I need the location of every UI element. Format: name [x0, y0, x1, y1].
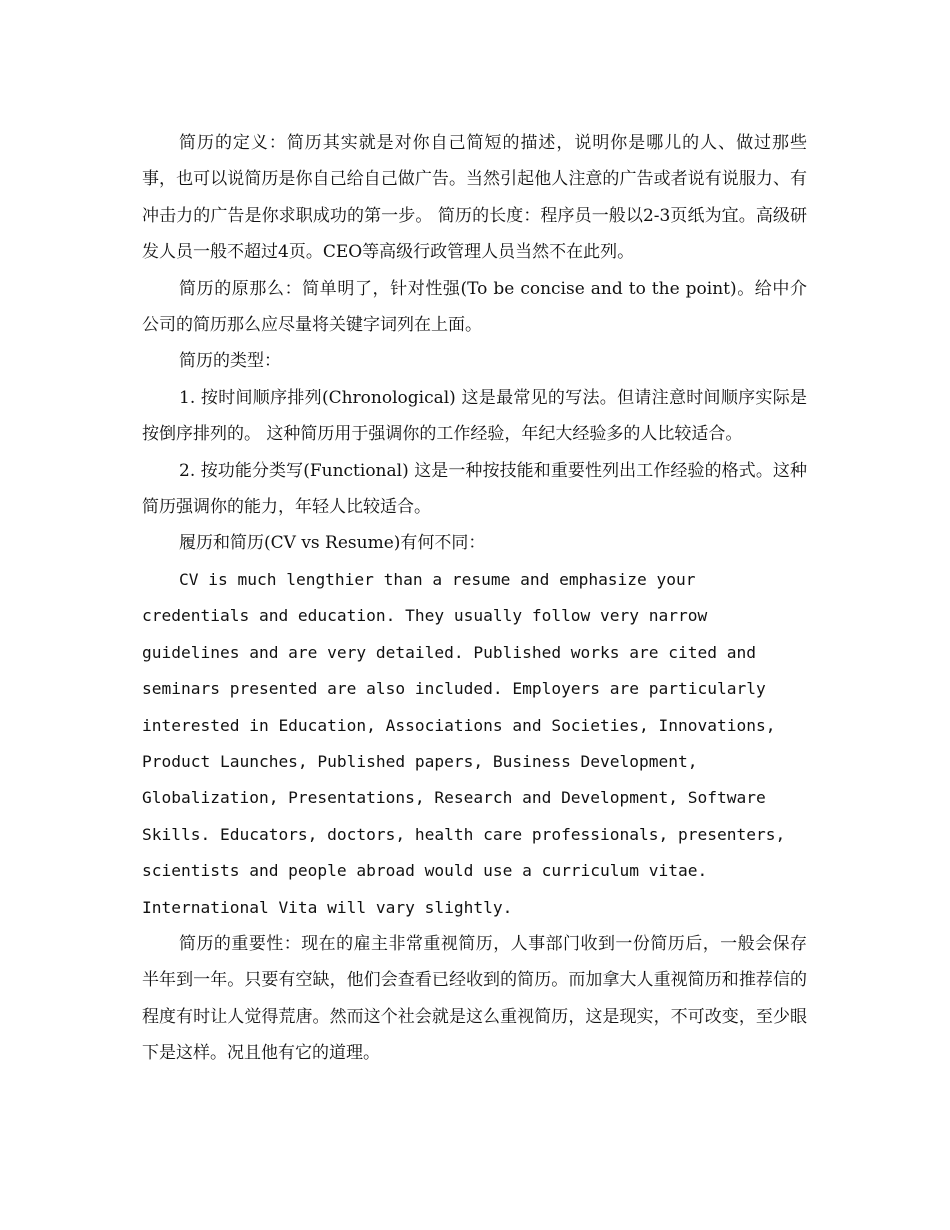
paragraph-definition: 简历的定义：简历其实就是对你自己简短的描述，说明你是哪儿的人、做过那些事，也可以说简历是你自己给自己做广告。当然引起他人注意的广告或者说有说服力、有冲击力的广告是你求职成功的第一步。 简历的长度：程序员一般以2-3页纸为宜。高级研发人员一般不超过4页。CEO等高级行政管理人员当然不在此列。	[142, 133, 807, 263]
paragraph-cv-vs-resume: 履历和简历(CV vs Resume)有何不同：	[179, 533, 486, 554]
paragraph-cv-english: CV is much lengthier than a resume and emphasize your credentials and education. They usually follow very narrow guidelines and are very detailed. Published works are cited and seminars presented are also included. Employers are particularly interested in Education, Associations and Societies, Innovations, Product Launches, Published papers, Business Development, Globalization, Presentations, Research and Development, Software Skills. Educators, doctors, health care professionals, presenters, scientists and people abroad would use a curriculum vitae. International Vita will vary slightly.	[142, 569, 786, 917]
paragraph-types-heading: 简历的类型：	[179, 351, 281, 372]
paragraph-type-chronological: 1. 按时间顺序排列(Chronological) 这是最常见的写法。但请注意时间顺序实际是按倒序排列的。 这种简历用于强调你的工作经验，年纪大经验多的人比较适合。	[142, 387, 807, 445]
paragraph-principle: 简历的原那么：简单明了，针对性强(To be concise and to the point)。给中介公司的简历那么应尽量将关键字词列在上面。	[142, 278, 807, 336]
document-page	[142, 125, 807, 1072]
paragraph-type-functional: 2. 按功能分类写(Functional) 这是一种按技能和重要性列出工作经验的格式。这种简历强调你的能力，年轻人比较适合。	[142, 460, 807, 518]
paragraph-importance: 简历的重要性：现在的雇主非常重视简历，人事部门收到一份简历后，一般会保存半年到一年。只要有空缺，他们会查看已经收到的简历。而加拿大人重视简历和推荐信的程度有时让人觉得荒唐。然而这个社会就是这么重视简历，这是现实，不可改变，至少眼下是这样。况且他有它的道理。	[142, 933, 807, 1064]
